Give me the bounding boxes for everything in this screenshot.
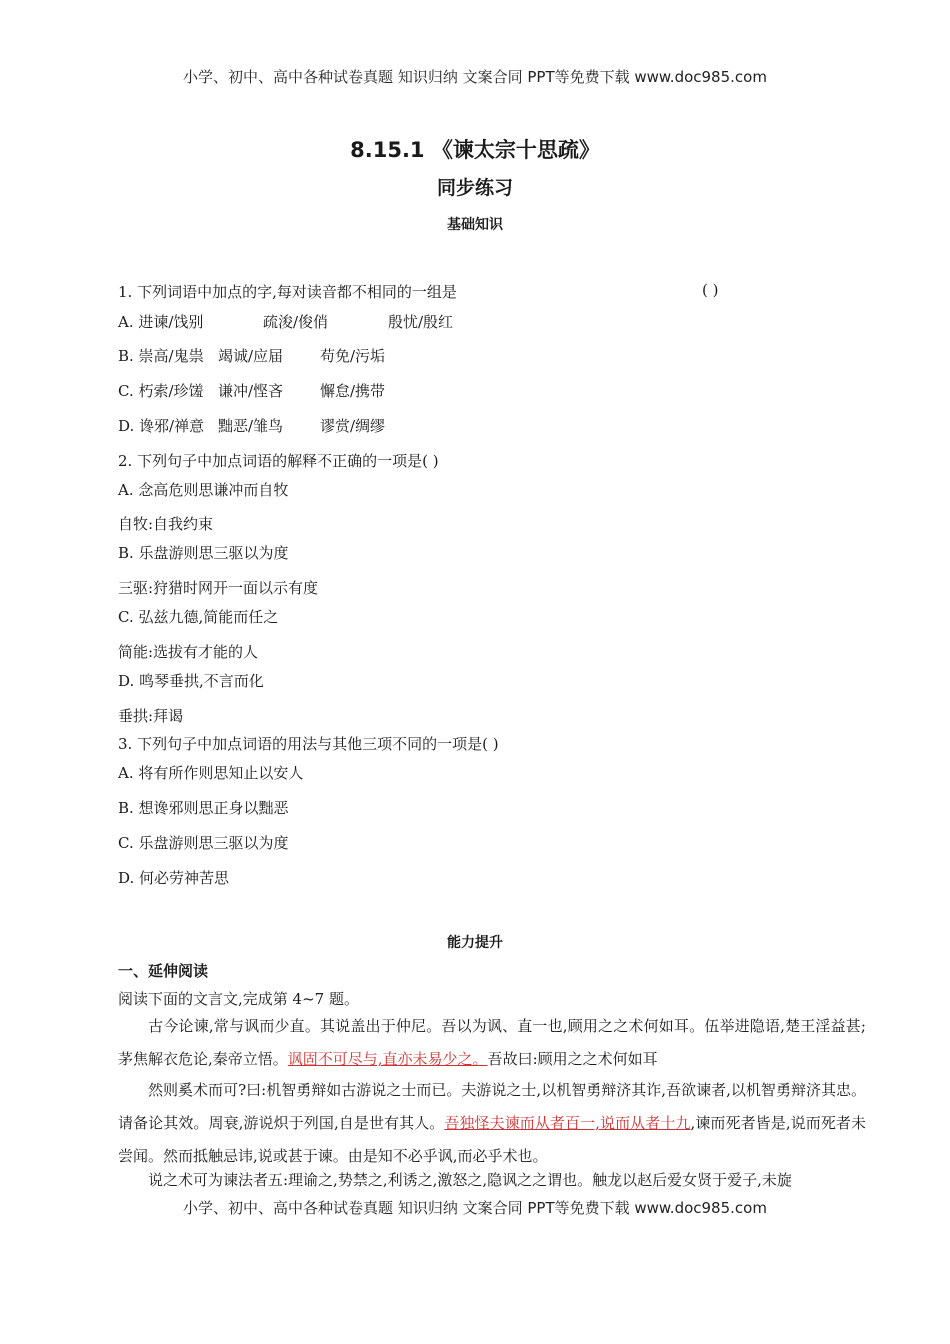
question-2-stem: 2. 下列句子中加点词语的解释不正确的一项是( ) (118, 452, 439, 470)
q1-option-a-pair-2: 疏浚/俊俏 (263, 313, 329, 331)
page-subtitle: 同步练习 (436, 177, 513, 199)
passage-p1-text-b: 吾故曰:顾用之之术何如耳 (487, 1050, 658, 1068)
q2-option-c-explanation: 简能:选拔有才能的人 (118, 643, 259, 661)
q2-option-c: C. 弘兹九德,简能而任之 (118, 608, 279, 626)
passage-paragraph-2 (118, 1074, 866, 1173)
passage-p2-text-a: 然则奚术而可?曰:机智勇辩如古游说之士而已。夫游说之士,以机智勇辩济其诈,吾欲谏者,以机智勇辩济其忠。请备论其效。周衰,游说炽于列国,自是世有其人。 (118, 1081, 866, 1132)
q3-option-b: B. 想谗邪则思正身以黜恶 (118, 799, 289, 817)
page-title: 8.15.1 《谏太宗十思疏》 (350, 138, 600, 162)
passage-p1-highlight: 讽固不可尽与,直亦未易少之。 (287, 1050, 488, 1068)
q2-option-d: D. 鸣琴垂拱,不言而化 (118, 672, 264, 690)
q2-option-b-explanation: 三驱:狩猎时网开一面以示有度 (118, 579, 319, 597)
q1-option-d-pair-2: 黜恶/雏鸟 (218, 417, 284, 435)
footer-banner: 小学、初中、高中各种试卷真题 知识归纳 文案合同 PPT等免费下载 www.doc985.com (183, 1199, 767, 1217)
q1-option-c-pair-2: 谦冲/悭吝 (218, 382, 284, 400)
section-heading-advanced: 能力提升 (447, 935, 503, 951)
passage-paragraph-3 (118, 1164, 866, 1197)
passage-p2-text-b: ,谏而死者皆是,说而死者未尝闻。然而抵触忌讳,说或甚于谏。由是知不必乎讽,而必乎术也。 (118, 1114, 866, 1165)
q1-option-d-pair-3: 谬赏/绸缪 (320, 417, 386, 435)
q1-option-b-pair-1: B. 崇高/鬼祟 (118, 347, 204, 365)
question-1-answer-paren: ( ) (702, 281, 719, 299)
q2-option-a: A. 念高危则思谦冲而自牧 (118, 481, 289, 499)
q2-option-a-explanation: 自牧:自我约束 (118, 515, 214, 533)
q1-option-d-pair-1: D. 谗邪/禅意 (118, 417, 205, 435)
q1-option-c-pair-3: 懈怠/携带 (320, 382, 386, 400)
part-1-heading: 一、延伸阅读 (118, 962, 209, 980)
q3-option-c: C. 乐盘游则思三驱以为度 (118, 834, 289, 852)
q1-option-c-pair-1: C. 朽索/珍馐 (118, 382, 204, 400)
q1-option-a-pair-3: 殷忧/殷红 (388, 313, 454, 331)
question-3-stem: 3. 下列句子中加点词语的用法与其他三项不同的一项是( ) (118, 735, 499, 753)
q1-option-a-pair-1: A. 进谏/饯别 (118, 313, 204, 331)
header-banner: 小学、初中、高中各种试卷真题 知识归纳 文案合同 PPT等免费下载 www.doc985.com (183, 68, 767, 86)
q1-option-b-pair-3: 苟免/污垢 (320, 347, 386, 365)
q3-option-d: D. 何必劳神苦思 (118, 869, 230, 887)
section-heading-basics: 基础知识 (447, 217, 503, 233)
q1-option-b-pair-2: 竭诚/应届 (218, 347, 284, 365)
reading-instruction: 阅读下面的文言文,完成第 4~7 题。 (118, 990, 359, 1008)
passage-p2-highlight: 吾独怪夫谏而从者百一,说而从者十九 (444, 1114, 691, 1132)
q2-option-b: B. 乐盘游则思三驱以为度 (118, 544, 289, 562)
question-1-stem: 1. 下列词语中加点的字,每对读音都不相同的一组是 (118, 283, 457, 301)
passage-p3-text: 说之术可为谏法者五:理谕之,势禁之,利诱之,激怒之,隐讽之之谓也。触龙以赵后爱女贤于爱子,未旋 (148, 1171, 792, 1189)
q2-option-d-explanation: 垂拱:拜谒 (118, 707, 184, 725)
passage-paragraph-1 (118, 1010, 866, 1076)
passage-p1-text-a: 古今论谏,常与讽而少直。其说盖出于仲尼。吾以为讽、直一也,顾用之之术何如耳。伍举进隐语,楚王淫益甚;茅焦解衣危论,秦帝立悟。 (118, 1017, 866, 1068)
q3-option-a: A. 将有所作则思知止以安人 (118, 764, 304, 782)
